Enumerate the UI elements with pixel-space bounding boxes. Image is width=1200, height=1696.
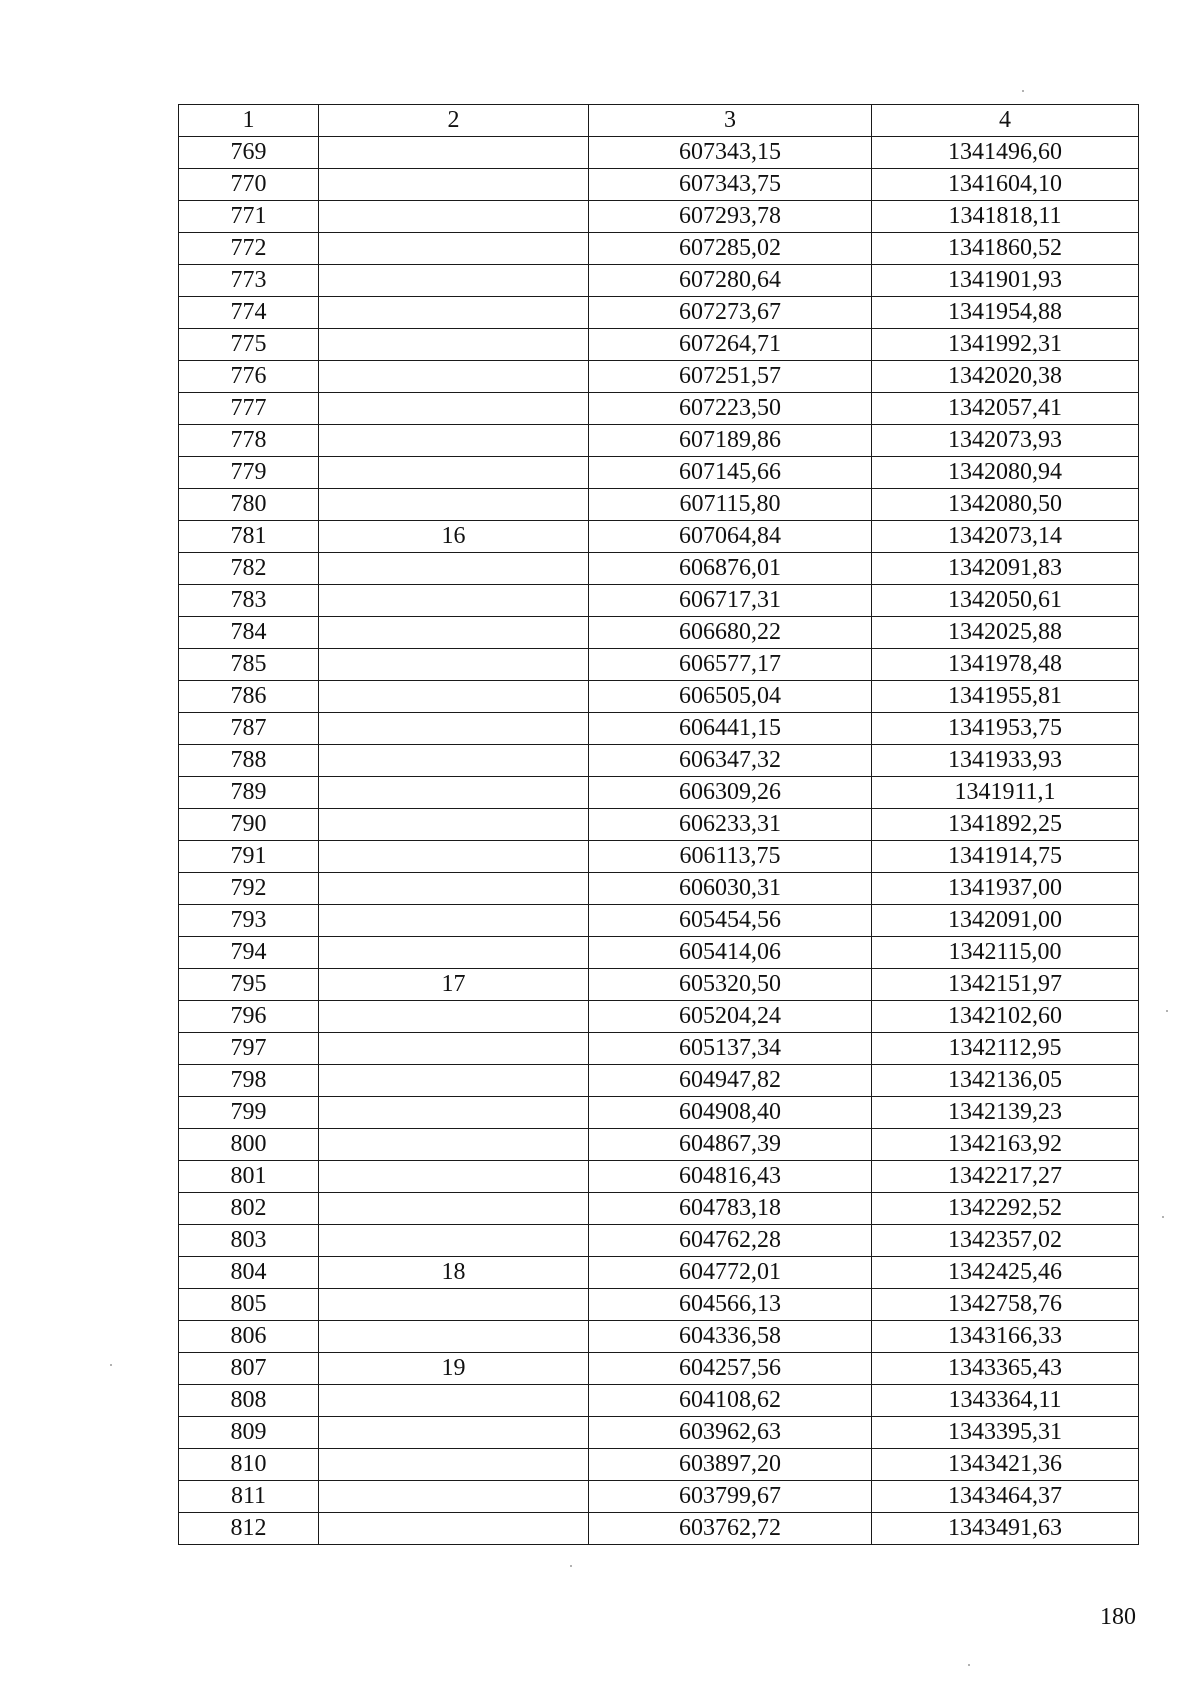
table-cell-col-3: 603799,67 [589, 1481, 872, 1513]
table-cell-col-4: 1343421,36 [872, 1449, 1139, 1481]
table-cell-col-3: 606577,17 [589, 649, 872, 681]
table-row [179, 1449, 1139, 1481]
table-cell-col-1: 800 [179, 1129, 319, 1161]
table-cell-col-3: 607223,50 [589, 393, 872, 425]
table-cell-col-2 [319, 233, 589, 265]
table-cell-col-1: 809 [179, 1417, 319, 1449]
table-cell-col-1: 787 [179, 713, 319, 745]
table-row [179, 745, 1139, 777]
table-row [179, 1513, 1139, 1545]
table-body [179, 137, 1139, 1545]
table-cell-col-2 [319, 873, 589, 905]
table-cell-col-1: 776 [179, 361, 319, 393]
table-cell-col-4: 1342112,95 [872, 1033, 1139, 1065]
table-cell-col-3: 607280,64 [589, 265, 872, 297]
page-number: 180 [1100, 1604, 1136, 1630]
table-cell-col-2 [319, 937, 589, 969]
table-cell-col-1: 795 [179, 969, 319, 1001]
table-cell-col-3: 606505,04 [589, 681, 872, 713]
table-cell-col-3: 605454,56 [589, 905, 872, 937]
table-cell-col-2 [319, 1065, 589, 1097]
table-cell-col-4: 1341892,25 [872, 809, 1139, 841]
table-cell-col-2: 19 [319, 1353, 589, 1385]
table-cell-col-2 [319, 745, 589, 777]
table-cell-col-2 [319, 905, 589, 937]
table-cell-col-4: 1342091,83 [872, 553, 1139, 585]
table-cell-col-2 [319, 777, 589, 809]
table-cell-col-1: 783 [179, 585, 319, 617]
table-cell-col-2 [319, 265, 589, 297]
table-cell-col-1: 807 [179, 1353, 319, 1385]
table-cell-col-2 [319, 681, 589, 713]
table-cell-col-4: 1342080,94 [872, 457, 1139, 489]
table-cell-col-3: 606113,75 [589, 841, 872, 873]
table-row [179, 937, 1139, 969]
table-row [179, 809, 1139, 841]
table-cell-col-4: 1342217,27 [872, 1161, 1139, 1193]
table-cell-col-4: 1342758,76 [872, 1289, 1139, 1321]
table-cell-col-1: 812 [179, 1513, 319, 1545]
table-cell-col-3: 603897,20 [589, 1449, 872, 1481]
table-cell-col-4: 1342163,92 [872, 1129, 1139, 1161]
table-cell-col-1: 778 [179, 425, 319, 457]
table-cell-col-3: 607115,80 [589, 489, 872, 521]
table-cell-col-1: 793 [179, 905, 319, 937]
table-cell-col-1: 790 [179, 809, 319, 841]
table-cell-col-1: 769 [179, 137, 319, 169]
table-cell-col-3: 604762,28 [589, 1225, 872, 1257]
table-row [179, 201, 1139, 233]
table-cell-col-4: 1343364,11 [872, 1385, 1139, 1417]
table-cell-col-4: 1343491,63 [872, 1513, 1139, 1545]
column-header-3: 3 [589, 105, 872, 137]
table-row [179, 841, 1139, 873]
table-cell-col-3: 604947,82 [589, 1065, 872, 1097]
table-cell-col-1: 777 [179, 393, 319, 425]
table-cell-col-4: 1341933,93 [872, 745, 1139, 777]
table-cell-col-3: 606233,31 [589, 809, 872, 841]
table-cell-col-1: 789 [179, 777, 319, 809]
table-cell-col-2 [319, 329, 589, 361]
table-cell-col-3: 605320,50 [589, 969, 872, 1001]
column-header-1: 1 [179, 105, 319, 137]
table-cell-col-1: 808 [179, 1385, 319, 1417]
table-cell-col-1: 775 [179, 329, 319, 361]
table-cell-col-2 [319, 1193, 589, 1225]
table-cell-col-2 [319, 297, 589, 329]
table-row [179, 681, 1139, 713]
table-cell-col-3: 605204,24 [589, 1001, 872, 1033]
table-cell-col-2 [319, 393, 589, 425]
table-cell-col-1: 786 [179, 681, 319, 713]
table-row [179, 1481, 1139, 1513]
table-cell-col-3: 606876,01 [589, 553, 872, 585]
table-cell-col-3: 604772,01 [589, 1257, 872, 1289]
table-cell-col-1: 811 [179, 1481, 319, 1513]
table-cell-col-2 [319, 1001, 589, 1033]
table-cell-col-3: 607273,67 [589, 297, 872, 329]
table-row [179, 361, 1139, 393]
table-row [179, 1417, 1139, 1449]
table-cell-col-1: 801 [179, 1161, 319, 1193]
table-cell-col-1: 784 [179, 617, 319, 649]
table-cell-col-4: 1342139,23 [872, 1097, 1139, 1129]
table-cell-col-2 [319, 1161, 589, 1193]
scan-speck [1162, 1216, 1164, 1218]
table-cell-col-2 [319, 841, 589, 873]
table-cell-col-4: 1343365,43 [872, 1353, 1139, 1385]
column-header-4: 4 [872, 105, 1139, 137]
table-cell-col-1: 798 [179, 1065, 319, 1097]
table-cell-col-2 [319, 713, 589, 745]
table-cell-col-3: 606717,31 [589, 585, 872, 617]
table-cell-col-4: 1341955,81 [872, 681, 1139, 713]
table-cell-col-2 [319, 1449, 589, 1481]
table-row [179, 1321, 1139, 1353]
table-cell-col-4: 1343395,31 [872, 1417, 1139, 1449]
table-row [179, 969, 1139, 1001]
table-row [179, 169, 1139, 201]
table-cell-col-3: 607064,84 [589, 521, 872, 553]
table-cell-col-1: 802 [179, 1193, 319, 1225]
table-row [179, 1033, 1139, 1065]
table-cell-col-1: 804 [179, 1257, 319, 1289]
table-cell-col-4: 1342357,02 [872, 1225, 1139, 1257]
table-row [179, 265, 1139, 297]
table-cell-col-4: 1342050,61 [872, 585, 1139, 617]
table-row [179, 1097, 1139, 1129]
table-cell-col-1: 785 [179, 649, 319, 681]
table-row [179, 713, 1139, 745]
table-cell-col-4: 1341911,1 [872, 777, 1139, 809]
table-cell-col-3: 607285,02 [589, 233, 872, 265]
table-row [179, 553, 1139, 585]
table-cell-col-3: 603762,72 [589, 1513, 872, 1545]
table-cell-col-2 [319, 1417, 589, 1449]
table-row [179, 585, 1139, 617]
table-cell-col-1: 773 [179, 265, 319, 297]
table-cell-col-1: 803 [179, 1225, 319, 1257]
table-row [179, 1257, 1139, 1289]
table-cell-col-1: 774 [179, 297, 319, 329]
table-cell-col-3: 606680,22 [589, 617, 872, 649]
table-cell-col-1: 805 [179, 1289, 319, 1321]
table-cell-col-1: 792 [179, 873, 319, 905]
table-row [179, 1161, 1139, 1193]
table-cell-col-3: 606441,15 [589, 713, 872, 745]
table-cell-col-1: 796 [179, 1001, 319, 1033]
table-cell-col-2 [319, 649, 589, 681]
table-row [179, 1353, 1139, 1385]
table-cell-col-3: 604867,39 [589, 1129, 872, 1161]
table-cell-col-2 [319, 457, 589, 489]
table-row [179, 457, 1139, 489]
table-row [179, 1129, 1139, 1161]
table-cell-col-2 [319, 425, 589, 457]
table-row [179, 905, 1139, 937]
table-cell-col-4: 1342102,60 [872, 1001, 1139, 1033]
table-cell-col-4: 1342073,14 [872, 521, 1139, 553]
table-row [179, 521, 1139, 553]
table-cell-col-1: 779 [179, 457, 319, 489]
table-cell-col-3: 607293,78 [589, 201, 872, 233]
table-cell-col-3: 605414,06 [589, 937, 872, 969]
table-cell-col-3: 603962,63 [589, 1417, 872, 1449]
coordinates-table [178, 104, 1139, 1545]
table-cell-col-2: 18 [319, 1257, 589, 1289]
table-cell-col-2 [319, 489, 589, 521]
table-cell-col-2 [319, 1129, 589, 1161]
table-cell-col-4: 1341992,31 [872, 329, 1139, 361]
table-cell-col-2 [319, 1033, 589, 1065]
table-cell-col-2: 17 [319, 969, 589, 1001]
scan-speck [110, 1364, 112, 1366]
table-cell-col-1: 810 [179, 1449, 319, 1481]
table-cell-col-3: 604108,62 [589, 1385, 872, 1417]
table-row [179, 425, 1139, 457]
table-row [179, 1289, 1139, 1321]
table-cell-col-2 [319, 137, 589, 169]
table-cell-col-4: 1341901,93 [872, 265, 1139, 297]
table-row [179, 233, 1139, 265]
table-cell-col-1: 806 [179, 1321, 319, 1353]
table-cell-col-4: 1342151,97 [872, 969, 1139, 1001]
table-cell-col-3: 607343,75 [589, 169, 872, 201]
table-cell-col-3: 607264,71 [589, 329, 872, 361]
table-cell-col-4: 1342425,46 [872, 1257, 1139, 1289]
table-row [179, 1385, 1139, 1417]
table-cell-col-1: 799 [179, 1097, 319, 1129]
table-cell-col-3: 604336,58 [589, 1321, 872, 1353]
scan-speck [968, 1664, 970, 1666]
table-cell-col-2 [319, 617, 589, 649]
table-row [179, 777, 1139, 809]
scan-speck [1022, 90, 1024, 92]
table-cell-col-1: 771 [179, 201, 319, 233]
table-cell-col-2 [319, 1385, 589, 1417]
table-cell-col-4: 1342057,41 [872, 393, 1139, 425]
scan-speck [570, 1565, 572, 1567]
table-cell-col-3: 607145,66 [589, 457, 872, 489]
table-cell-col-4: 1342080,50 [872, 489, 1139, 521]
table-cell-col-3: 607343,15 [589, 137, 872, 169]
table-cell-col-4: 1341496,60 [872, 137, 1139, 169]
table-row [179, 1193, 1139, 1225]
table-cell-col-4: 1341604,10 [872, 169, 1139, 201]
table-cell-col-2 [319, 361, 589, 393]
table-row [179, 393, 1139, 425]
table-cell-col-3: 604566,13 [589, 1289, 872, 1321]
table-row [179, 489, 1139, 521]
table-cell-col-4: 1342073,93 [872, 425, 1139, 457]
table-cell-col-4: 1342115,00 [872, 937, 1139, 969]
table-cell-col-1: 782 [179, 553, 319, 585]
table-cell-col-3: 604257,56 [589, 1353, 872, 1385]
table-cell-col-3: 604783,18 [589, 1193, 872, 1225]
table-cell-col-1: 794 [179, 937, 319, 969]
table-cell-col-2 [319, 1097, 589, 1129]
table-row [179, 617, 1139, 649]
table-cell-col-3: 606030,31 [589, 873, 872, 905]
table-cell-col-3: 607189,86 [589, 425, 872, 457]
table-cell-col-1: 797 [179, 1033, 319, 1065]
table-cell-col-2 [319, 1513, 589, 1545]
table-cell-col-3: 606347,32 [589, 745, 872, 777]
table-row [179, 329, 1139, 361]
table-row [179, 1001, 1139, 1033]
table-cell-col-4: 1341953,75 [872, 713, 1139, 745]
table-cell-col-2 [319, 201, 589, 233]
table-cell-col-2 [319, 553, 589, 585]
table-cell-col-1: 780 [179, 489, 319, 521]
table-cell-col-4: 1341860,52 [872, 233, 1139, 265]
table-cell-col-2 [319, 1225, 589, 1257]
scan-speck [1166, 1010, 1168, 1012]
column-header-2: 2 [319, 105, 589, 137]
table-row [179, 137, 1139, 169]
table-cell-col-4: 1342025,88 [872, 617, 1139, 649]
table-cell-col-4: 1343166,33 [872, 1321, 1139, 1353]
table-cell-col-2 [319, 1481, 589, 1513]
table-cell-col-3: 604908,40 [589, 1097, 872, 1129]
table-row [179, 1225, 1139, 1257]
table-cell-col-1: 791 [179, 841, 319, 873]
table-row [179, 649, 1139, 681]
table-cell-col-4: 1341954,88 [872, 297, 1139, 329]
table-row [179, 297, 1139, 329]
table-cell-col-3: 606309,26 [589, 777, 872, 809]
table-cell-col-2 [319, 809, 589, 841]
table-cell-col-1: 781 [179, 521, 319, 553]
table-cell-col-1: 788 [179, 745, 319, 777]
table-cell-col-4: 1342091,00 [872, 905, 1139, 937]
table-cell-col-4: 1342292,52 [872, 1193, 1139, 1225]
table-cell-col-4: 1341914,75 [872, 841, 1139, 873]
table-row [179, 1065, 1139, 1097]
table-cell-col-2: 16 [319, 521, 589, 553]
table-cell-col-2 [319, 1321, 589, 1353]
table-cell-col-1: 772 [179, 233, 319, 265]
table-cell-col-4: 1341978,48 [872, 649, 1139, 681]
table-cell-col-2 [319, 1289, 589, 1321]
table-cell-col-1: 770 [179, 169, 319, 201]
table-cell-col-4: 1341818,11 [872, 201, 1139, 233]
table-cell-col-4: 1342020,38 [872, 361, 1139, 393]
table-cell-col-4: 1341937,00 [872, 873, 1139, 905]
table-cell-col-3: 604816,43 [589, 1161, 872, 1193]
table-cell-col-2 [319, 585, 589, 617]
table-cell-col-2 [319, 169, 589, 201]
table-cell-col-4: 1343464,37 [872, 1481, 1139, 1513]
table-cell-col-4: 1342136,05 [872, 1065, 1139, 1097]
table-header-row [179, 105, 1139, 137]
table-cell-col-3: 605137,34 [589, 1033, 872, 1065]
table-row [179, 873, 1139, 905]
table-cell-col-3: 607251,57 [589, 361, 872, 393]
